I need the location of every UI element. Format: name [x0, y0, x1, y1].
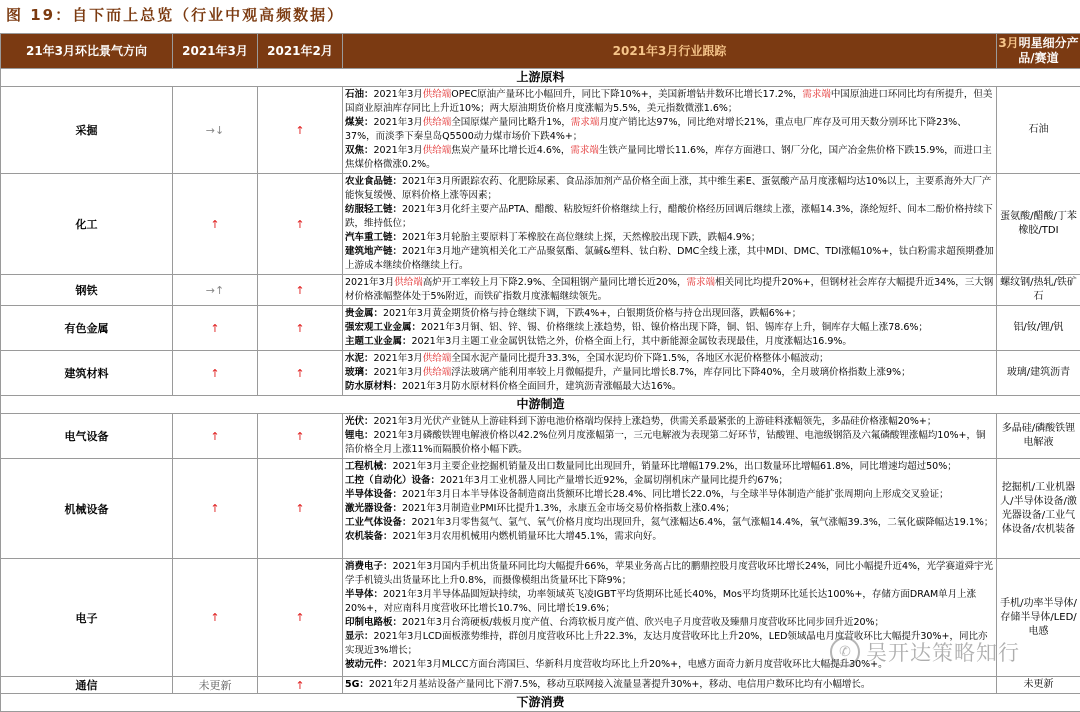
tracking-detail-cell: [343, 459, 997, 559]
detail-line: [345, 488, 994, 502]
detail-line: [345, 203, 994, 231]
star-product-cell: 蛋氨酸/醋酸/丁苯橡胶/TDI: [997, 174, 1080, 275]
detail-category: 印制电路板：: [345, 617, 402, 628]
table-row: [1, 677, 1080, 694]
section-midstream-label: 中游制造: [1, 396, 1080, 414]
industry-cell: 有色金属: [1, 306, 173, 351]
star-product-cell: 石油: [997, 87, 1080, 174]
detail-line: [345, 502, 994, 516]
detail-line: [345, 415, 994, 429]
detail-line: [345, 352, 994, 366]
tracking-detail-cell: [343, 559, 997, 677]
detail-text: 2021年3月主要企业挖掘机销量及出口数量同比出现回升，销量环比增幅179.2%，出口数量环比增幅61.8%，同比增速均超过50%；: [393, 461, 957, 472]
detail-line: [345, 516, 994, 530]
detail-text: 2021年3月地产建筑相关化工产品聚氨酯、氯碱&塑料、钛白粉、DMC全线上涨，其中MDI、DMC、TDI涨幅10%+，钛白粉需求超预期叠加上游成本继续价格继续上行。: [345, 246, 994, 271]
detail-category: 工控（自动化）设备：: [345, 475, 440, 486]
detail-line: [345, 380, 994, 394]
detail-category: 煤炭：: [345, 117, 374, 128]
star-product-cell: 手机/功率半导体/存储半导体/LED/电感: [997, 559, 1080, 677]
industry-cell: 采掘: [1, 87, 173, 174]
detail-category: 主题工业金属：: [345, 336, 412, 347]
mar-direction: 未更新: [199, 679, 232, 692]
detail-text: 中国原油进口环同比均有所提升，但美国商业原油库存同比上升近10%；两大原油期货价格月度涨幅为5.5%，美元指数微涨1.6%；: [345, 89, 992, 114]
detail-line: [345, 144, 994, 172]
detail-line: [345, 678, 994, 692]
detail-category: 农业食品链：: [345, 176, 402, 187]
detail-text: 2021年3月化纤主要产品PTA、醋酸、粘胶短纤价格继续上行，醋酸价格经历回调后继续上涨，涨幅14.3%，涤纶短纤、间本二酚价格持续下跌，维持低位；: [345, 204, 993, 229]
mar-direction-cell: [173, 414, 258, 459]
detail-text: 2021年3月黄金期货价格与持仓继续下调，下跌4%+，白银期货价格与持仓出现回落，跌幅6%+；: [383, 308, 801, 319]
detail-line: [345, 366, 994, 380]
table-row: [1, 414, 1080, 459]
detail-category: 建筑地产链：: [345, 246, 402, 257]
table-row: [1, 459, 1080, 559]
mar-direction-cell: [173, 275, 258, 306]
feb-direction-cell: [258, 677, 343, 694]
detail-category: 5G：: [345, 679, 369, 690]
mar-direction-cell: [173, 306, 258, 351]
detail-category: 玻璃：: [345, 367, 374, 378]
mar-direction: →↓: [206, 124, 224, 137]
mar-direction-cell: [173, 677, 258, 694]
mar-direction: ↑: [210, 611, 219, 624]
section-upstream-label: 上游原料: [1, 69, 1080, 87]
detail-text: 2021年3月: [374, 367, 423, 378]
feb-direction: ↑: [295, 502, 304, 515]
feb-direction-cell: [258, 414, 343, 459]
detail-line: [345, 321, 994, 335]
detail-text: 焦炭产量环比增长近4.6%，: [451, 145, 570, 156]
detail-category: 水泥：: [345, 353, 374, 364]
star-product-cell: 未更新: [997, 677, 1080, 694]
section-upstream: [1, 69, 1080, 87]
detail-line: [345, 474, 994, 488]
detail-line: [345, 116, 994, 144]
feb-direction-cell: [258, 275, 343, 306]
detail-category: 汽车重工链：: [345, 232, 402, 243]
detail-text: 2021年3月半导体晶圆短缺持续，功率领域英飞凌IGBT平均货期环比延长40%，Mos平均货期环比延长达100%+，存储方面DRAM单月上涨20%+，对应南科月度营收环比增长10.7%、同比增长19.6%；: [345, 589, 976, 614]
highlight-term: 供给端: [423, 145, 452, 156]
detail-text: 2021年3月LCD面板涨势维持，群创月度营收环比上升22.3%，友达月度营收环比上升20%，LED领域晶电月度营收环比大幅提升30%+，同比亦实现近3%增长；: [345, 631, 987, 656]
feb-direction: ↑: [295, 322, 304, 335]
highlight-term: 供给端: [423, 367, 452, 378]
feb-direction-cell: [258, 174, 343, 275]
tracking-detail-cell: [343, 87, 997, 174]
detail-text: 2021年3月MLCC方面台湾国巨、华新科月度营收均环比上升20%+，电感方面奇力新月度营收环比大幅提升30%+。: [393, 659, 888, 670]
detail-category: 双焦：: [345, 145, 374, 156]
feb-direction: ↑: [295, 430, 304, 443]
industry-cell: 机械设备: [1, 459, 173, 559]
detail-line: [345, 460, 994, 474]
detail-category: 锂电：: [345, 430, 374, 441]
detail-category: 消费电子：: [345, 561, 393, 572]
table-row: [1, 306, 1080, 351]
detail-text: 浮法玻璃产能利用率较上月微幅提升，产量同比增长8.7%，库存同比下降40%，全月玻璃价格指数上涨9%；: [451, 367, 910, 378]
header-star-label: 明星细分产品/赛道: [1018, 36, 1078, 65]
star-product-cell: 螺纹钢/热轧/铁矿石: [997, 275, 1080, 306]
highlight-term: 需求端: [802, 89, 831, 100]
detail-line: [345, 175, 994, 203]
mar-direction: ↑: [210, 367, 219, 380]
detail-text: 2021年3月铜、铝、锌、锡、价格继续上涨趋势，铅、镍价格出现下降，铜、铝、锡库存上升，铜库存大幅上涨78.6%；: [421, 322, 928, 333]
mar-direction-cell: [173, 174, 258, 275]
feb-direction-cell: [258, 351, 343, 396]
detail-text: 2021年3月所跟踪农药、化肥除尿素、食品添加剂产品价格全面上涨，其中维生素E、蛋氨酸产品月度涨幅均达10%以上，主要系海外大厂产能恢复缓慢、原料价格上涨等因素；: [345, 176, 991, 201]
detail-line: [345, 658, 994, 672]
detail-line: [345, 88, 994, 116]
feb-direction: ↑: [295, 367, 304, 380]
detail-category: 被动元件：: [345, 659, 393, 670]
detail-category: 半导体设备：: [345, 489, 402, 500]
industry-cell: 建筑材料: [1, 351, 173, 396]
detail-text: 2021年3月磷酸铁锂电解液价格以42.2%位列月度涨幅第一，三元电解液为表现第二好环节，钴酸锂、电池级钢箔及六氟磷酸锂涨幅均10%+，铜箔价格全月上涨11%而隔膜价格小幅下跌。: [345, 430, 986, 455]
detail-text: 2021年3月防水原材料价格全面回升，建筑沥青涨幅最大达16%。: [402, 381, 681, 392]
industry-cell: 通信: [1, 677, 173, 694]
detail-text: 高炉开工率较上月下降2.9%、全国粗钢产量同比增长近20%，: [423, 277, 687, 288]
detail-category: 纺服轻工链：: [345, 204, 402, 215]
section-downstream: [1, 694, 1080, 712]
detail-text: 全国原煤产量同比略升1%，: [451, 117, 571, 128]
detail-text: 2021年2月基站设备产量同比下滑7.5%，移动互联网接入流量显著提升30%+，移动、电信用户数环比均有小幅增长。: [369, 679, 870, 690]
mar-direction: ↑: [210, 430, 219, 443]
industry-cell: 电子: [1, 559, 173, 677]
feb-direction-cell: [258, 87, 343, 174]
detail-category: 工程机械：: [345, 461, 393, 472]
highlight-term: 需求端: [687, 277, 716, 288]
detail-text: 2021年3月: [374, 353, 423, 364]
detail-category: 防水原材料：: [345, 381, 402, 392]
table-row: [1, 174, 1080, 275]
detail-line: [345, 616, 994, 630]
highlight-term: 需求端: [570, 145, 599, 156]
feb-direction: ↑: [295, 124, 304, 137]
detail-line: [345, 231, 994, 245]
detail-category: 半导体：: [345, 589, 383, 600]
industry-cell: 钢铁: [1, 275, 173, 306]
highlight-term: 供给端: [423, 117, 452, 128]
detail-text: 2021年3月日本半导体设备制造商出货额环比增长28.4%、同比增长22.0%，与全球半导体制造产能扩张周期向上形成交叉验证；: [402, 489, 949, 500]
tracking-detail-cell: [343, 275, 997, 306]
industry-cell: 化工: [1, 174, 173, 275]
detail-text: 2021年3月国内手机出货量环同比均大幅提升66%，苹果业务高占比的鹏鼎控股月度营收环比增长24%，同比小幅提升近4%，光学赛道舜宇光学手机镜头出货量环比上升0.8%，而摄像模组出货量环比下降9%；: [345, 561, 993, 586]
mar-direction-cell: [173, 351, 258, 396]
highlight-term: 供给端: [423, 89, 452, 100]
figure-title: 图 19：自下而上总览（行业中观高频数据）: [6, 3, 344, 27]
header-tracking-text: 2021年3月行业跟踪: [613, 44, 727, 58]
detail-text: 2021年3月轮胎主要原料丁苯橡胶在高位继续上探，天然橡胶出现下跌，跌幅4.9%；: [402, 232, 760, 243]
tracking-detail-cell: [343, 306, 997, 351]
header-tracking: [343, 34, 997, 69]
feb-direction-cell: [258, 459, 343, 559]
detail-text: 2021年3月台湾硬板/载板月度产值、台湾软板月度产值、欣兴电子月度营收及臻鼎月度营收环比同步回升近20%；: [402, 617, 884, 628]
detail-text: 2021年3月: [374, 117, 423, 128]
watermark-text: 吴开达策略知行: [866, 637, 1020, 667]
detail-text: 月度产销比达97%，同比绝对增长21%，重点电厂库存及可用天数分别环比下降23%、37%，而淡季下秦皇岛Q5500动力煤市场价下跌4%+；: [345, 117, 967, 142]
table-row: [1, 275, 1080, 306]
detail-text: 2021年3月零售氦气、氩气、氧气价格月度均出现回升，氦气涨幅达6.4%，氩气涨幅14.4%，氧气涨幅39.3%，二氧化碳降幅达19.1%；: [412, 517, 994, 528]
detail-text: 相关同比均提升20%+，但钢材社会库存大幅提升近34%，三大钢材价格涨幅整体处于5%附近，而铁矿指数月度涨幅继续领先。: [345, 277, 993, 302]
header-star-month: 3月: [998, 36, 1018, 50]
star-product-cell: 玻璃/建筑沥青: [997, 351, 1080, 396]
feb-direction-cell: [258, 306, 343, 351]
detail-category: 贵金属：: [345, 308, 383, 319]
header-star-products: [997, 34, 1080, 69]
header-feb: 2021年2月: [258, 34, 343, 69]
mar-direction-cell: [173, 459, 258, 559]
detail-text: 2021年3月制造业PMI环比提升1.3%，永康五金市场交易价格指数上涨0.4%；: [402, 503, 735, 514]
detail-text: 2021年3月: [345, 277, 394, 288]
tracking-detail-cell: [343, 414, 997, 459]
mar-direction-cell: [173, 559, 258, 677]
detail-category: 显示：: [345, 631, 374, 642]
industry-cell: 电气设备: [1, 414, 173, 459]
tracking-detail-cell: [343, 677, 997, 694]
mar-direction: ↑: [210, 322, 219, 335]
table-row: [1, 351, 1080, 396]
detail-line: [345, 429, 994, 457]
mar-direction-cell: [173, 87, 258, 174]
detail-line: [345, 560, 994, 588]
star-product-cell: 铝/钕/锂/钒: [997, 306, 1080, 351]
star-product-cell: 挖掘机/工业机器人/半导体设备/激光器设备/工业气体设备/农机装备: [997, 459, 1080, 559]
detail-text: 2021年3月: [374, 89, 423, 100]
tracking-detail-cell: [343, 351, 997, 396]
highlight-term: 供给端: [394, 277, 423, 288]
detail-category: 激光器设备：: [345, 503, 402, 514]
detail-category: 石油：: [345, 89, 374, 100]
star-product-cell: 多晶硅/磷酸铁锂电解液: [997, 414, 1080, 459]
detail-category: 光伏：: [345, 416, 374, 427]
detail-line: [345, 630, 994, 658]
detail-text: 生铁产量同比增长11.6%，库存方面港口、钢厂分化，国产冶金焦价格下跌15.9%，而进口主焦煤价格微涨0.2%。: [345, 145, 992, 170]
detail-text: 2021年3月: [374, 145, 423, 156]
detail-text: 2021年3月光伏产业链从上游硅料到下游电池价格端均保持上涨趋势，供需关系最紧张的上游硅料涨幅领先，多晶硅价格涨幅20%+；: [374, 416, 937, 427]
tracking-detail-cell: [343, 174, 997, 275]
feb-direction: ↑: [295, 218, 304, 231]
wechat-icon: ✆: [830, 637, 860, 667]
high-frequency-table: [0, 33, 1080, 712]
table-row: [1, 559, 1080, 677]
mar-direction: →↑: [206, 284, 224, 297]
detail-category: 工业气体设备：: [345, 517, 412, 528]
detail-line: [345, 307, 994, 321]
detail-line: [345, 530, 994, 544]
detail-text: 2021年3月工业机器人同比产量增长近92%，金属切削机床产量同比提升约67%；: [440, 475, 788, 486]
header-direction: 21年3月环比景气方向: [1, 34, 173, 69]
detail-line: [345, 335, 994, 349]
header-row: [1, 34, 1080, 69]
detail-category: 农机装备：: [345, 531, 393, 542]
feb-direction: ↑: [295, 679, 304, 692]
detail-category: 强宏观工业金属：: [345, 322, 421, 333]
feb-direction: ↑: [295, 611, 304, 624]
feb-direction: ↑: [295, 284, 304, 297]
section-downstream-label: 下游消费: [1, 694, 1080, 712]
feb-direction-cell: [258, 559, 343, 677]
highlight-term: 供给端: [423, 353, 452, 364]
section-midstream: [1, 396, 1080, 414]
detail-text: 2021年3月农用机械用内燃机销量环比大增45.1%，需求向好。: [393, 531, 662, 542]
detail-line: [345, 276, 994, 304]
detail-text: OPEC原油产量环比小幅回升，同比下降10%+，美国新增钻井数环比增长17.2%，: [451, 89, 802, 100]
header-mar: 2021年3月: [173, 34, 258, 69]
detail-text: 全国水泥产量同比提升33.3%，全国水泥均价下降1.5%，各地区水泥价格整体小幅波动；: [451, 353, 828, 364]
mar-direction: ↑: [210, 502, 219, 515]
mar-direction: ↑: [210, 218, 219, 231]
detail-text: 2021年3月主题工业金属钒钛锆之外，价格全面上行，其中新能源金属钕表现最佳，月度涨幅达16.9%。: [412, 336, 852, 347]
detail-line: [345, 245, 994, 273]
table-row: [1, 87, 1080, 174]
table-body: [1, 69, 1080, 712]
highlight-term: 需求端: [571, 117, 600, 128]
detail-line: [345, 588, 994, 616]
